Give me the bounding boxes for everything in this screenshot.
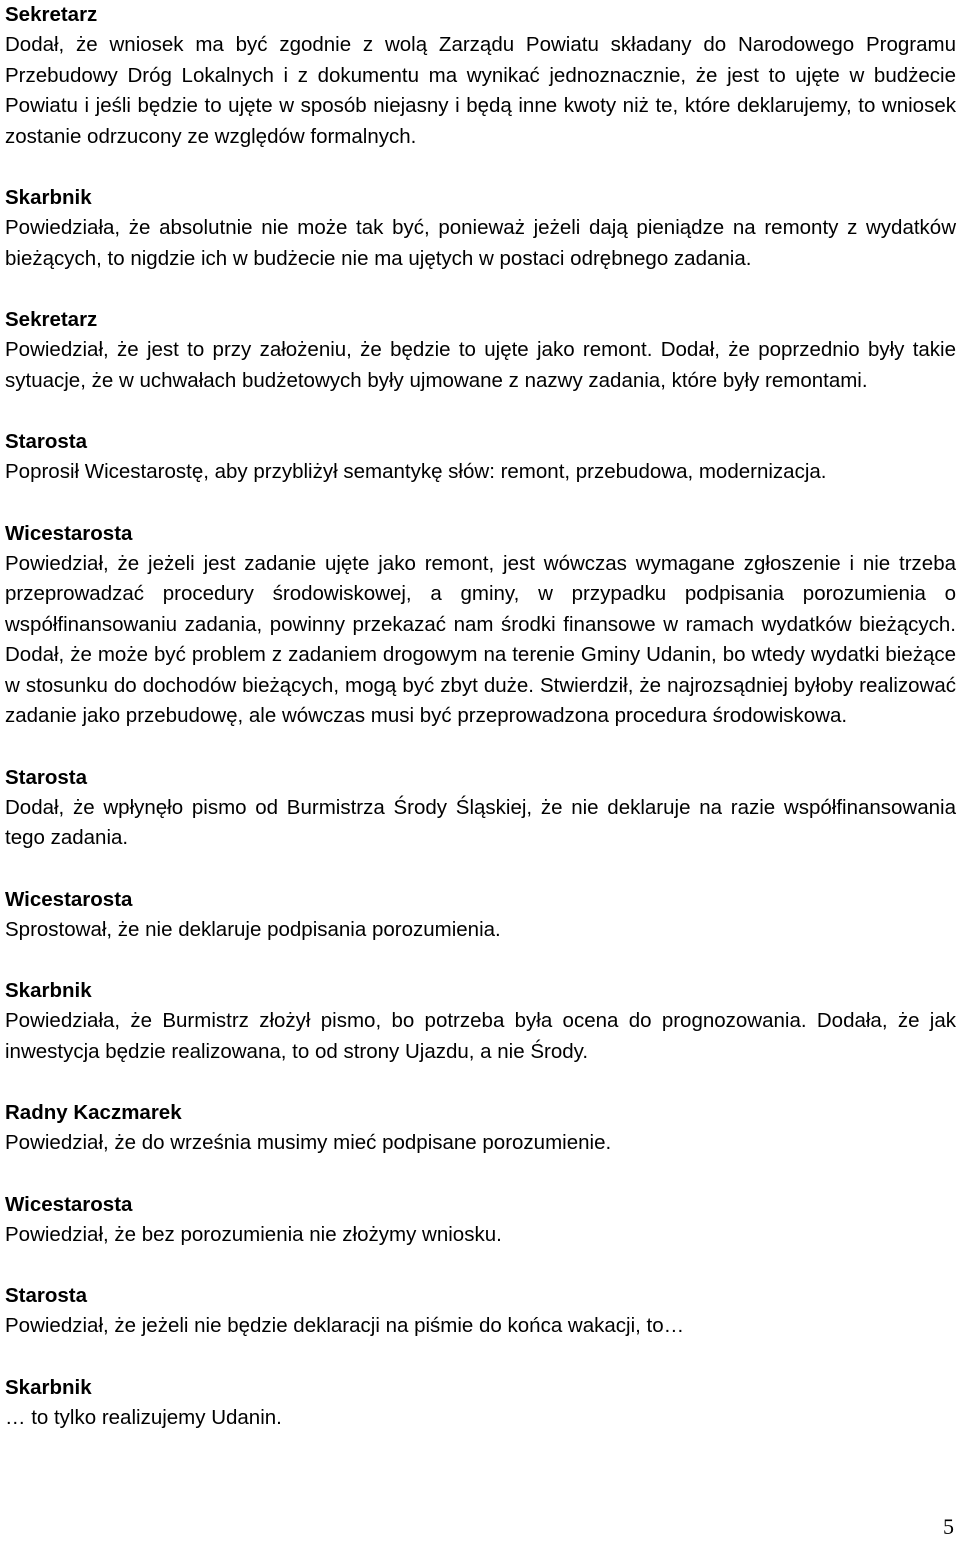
- transcript-entry: [5, 1098, 956, 1159]
- page-number: 5: [943, 1514, 954, 1539]
- transcript-entry: [5, 1373, 956, 1434]
- speech-text: Powiedział, że do września musimy mieć podpisane porozumienie.: [5, 1131, 612, 1154]
- speaker-name: Starosta: [5, 1284, 88, 1307]
- speech-text: Powiedział, że jest to przy założeniu, że będzie to ujęte jako remont. Dodał, że poprzednio były takie sytuacje, że w uchwałach budżetowych były ujmowane z nazwy zadania, które były remontami.: [5, 338, 956, 392]
- speaker-name: Radny Kaczmarek: [5, 1101, 182, 1124]
- speaker-name: Skarbnik: [5, 979, 92, 1002]
- speaker-name: Skarbnik: [5, 186, 92, 209]
- speech-text: Dodał, że wniosek ma być zgodnie z wolą Zarządu Powiatu składany do Narodowego Programu Przebudowy Dróg Lokalnych i z dokumentu ma wynikać jednoznacznie, że jest to ujęte w budżecie Powiatu i jeśli będzie to ujęte w sposób niejasny i będą inne kwoty niż te, które deklarujemy, to wniosek zostanie odrzucony ze względów formalnych.: [5, 33, 956, 148]
- speech-text: Powiedziała, że absolutnie nie może tak być, ponieważ jeżeli dają pieniądze na remonty z wydatków bieżących, to nigdzie ich w budżecie nie ma ujętych w postaci odrębnego zadania.: [5, 216, 956, 270]
- transcript-entry: [5, 885, 956, 946]
- speaker-name: Sekretarz: [5, 3, 98, 26]
- speaker-name: Wicestarosta: [5, 1192, 133, 1216]
- transcript-entry: [5, 976, 956, 1067]
- speech-text: Powiedział, że jeżeli nie będzie deklaracji na piśmie do końca wakacji, to…: [5, 1314, 685, 1337]
- transcript-entry: [5, 1281, 956, 1342]
- speech-text: Powiedziała, że Burmistrz złożył pismo, bo potrzeba była ocena do prognozowania. Dodała, że jak inwestycja będzie realizowana, to od strony Ujazdu, a nie Środy.: [5, 1009, 956, 1063]
- speaker-name: Skarbnik: [5, 1375, 92, 1399]
- transcript-entry: [5, 427, 956, 488]
- transcript-entry: [5, 0, 956, 152]
- speech-text: … to tylko realizujemy Udanin.: [5, 1405, 282, 1429]
- speaker-name: Wicestarosta: [5, 887, 133, 911]
- speech-text: Powiedział, że jeżeli jest zadanie ujęte jako remont, jest wówczas wymagane zgłoszenie i nie trzeba przeprowadzać procedury środowiskowej, a gminy, w przypadku podpisania porozumienia o współfinansowaniu zadania, powinny przekazać nam środki finansowe w ramach wydatków bieżących. Dodał, że może być problem z zadaniem drogowym na terenie Gminy Udanin, bo wtedy wydatki bieżące w stosunku do dochodów bieżących, mogą być zbyt duże. Stwierdził, że najrozsądniej byłoby realizować zadanie jako przebudowę, ale wówczas musi być przeprowadzona procedura środowiskowa.: [5, 551, 956, 727]
- transcript-entry: [5, 763, 956, 854]
- speaker-name: Sekretarz: [5, 308, 98, 331]
- speech-text: Powiedział, że bez porozumienia nie złożymy wniosku.: [5, 1222, 502, 1246]
- document-page: [5, 0, 956, 1433]
- speech-text: Sprostował, że nie deklaruje podpisania porozumienia.: [5, 917, 501, 941]
- speech-text: Poprosił Wicestarostę, aby przybliżył semantykę słów: remont, przebudowa, modernizacja.: [5, 460, 827, 483]
- transcript-entry: [5, 183, 956, 274]
- speaker-name: Wicestarosta: [5, 521, 133, 545]
- transcript-entry: [5, 305, 956, 396]
- speaker-name: Starosta: [5, 765, 88, 789]
- speaker-name: Starosta: [5, 430, 88, 453]
- speech-text: Dodał, że wpłynęło pismo od Burmistrza Środy Śląskiej, że nie deklaruje na razie współfinansowania tego zadania.: [5, 795, 956, 849]
- transcript-entry: [5, 519, 956, 732]
- transcript-entry: [5, 1190, 956, 1251]
